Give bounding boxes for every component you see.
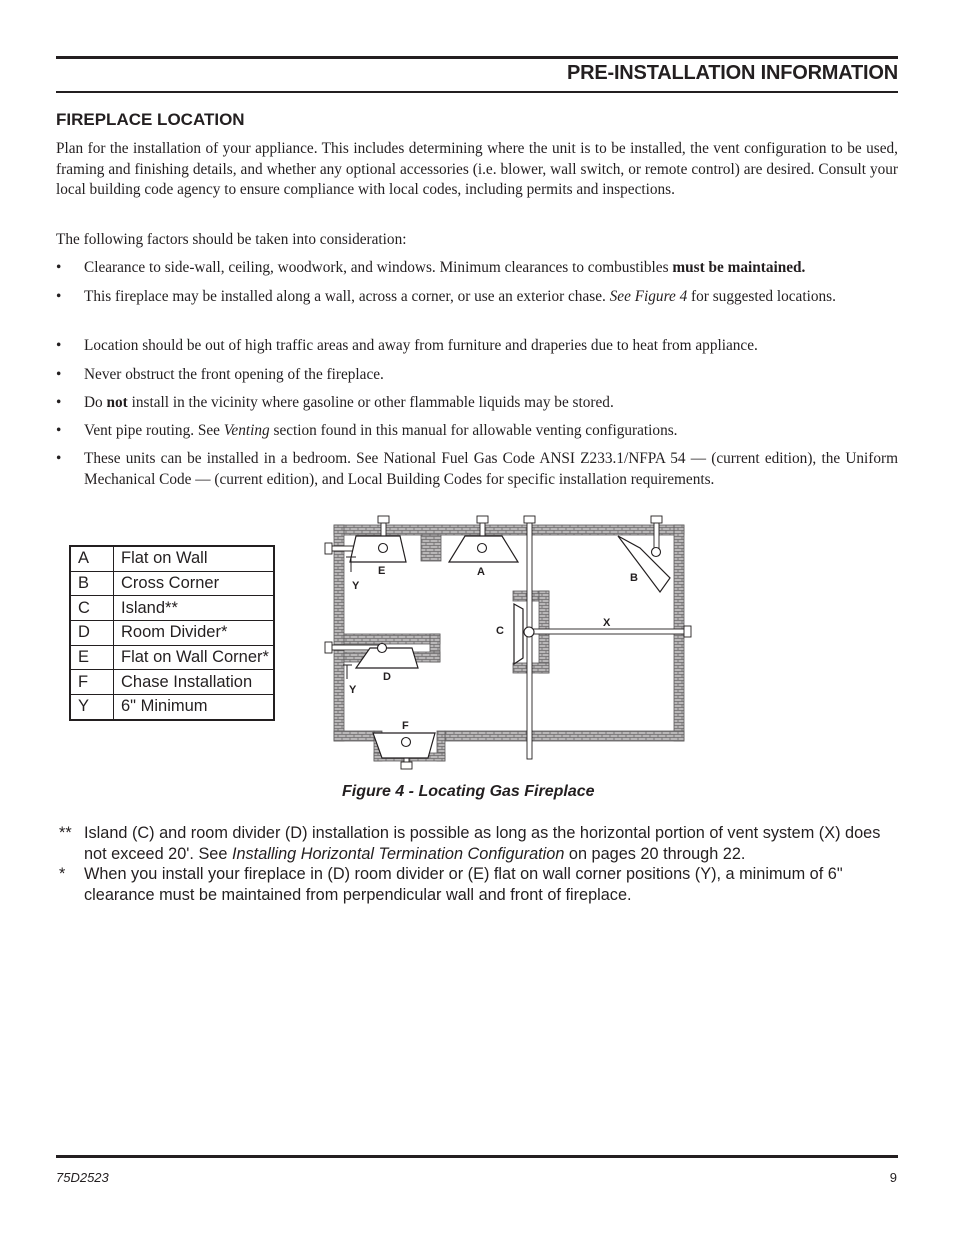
legend-row: F Chase Installation	[70, 670, 274, 695]
bullet-item: • Never obstruct the front opening of the fireplace.	[56, 365, 898, 386]
location-legend-table	[69, 545, 275, 721]
bullet-item: • These units can be installed in a bedroom. See National Fuel Gas Code ANSI Z233.1/NFPA 54 — (current edition), the Uniform Mechanical Code — (current edition), and Local Building Codes for specific installation requirements.	[56, 450, 898, 488]
legend-row: B Cross Corner	[70, 571, 274, 596]
legend-row: C Island**	[70, 596, 274, 621]
legend-row: Y 6" Minimum	[70, 695, 274, 720]
bullet-marker: •	[56, 288, 62, 305]
bullet-marker: •	[56, 337, 62, 354]
footnote-room-divider: * When you install your fireplace in (D) room divider or (E) flat on wall corner positions (Y), a minimum of 6" clearance must be maintained from perpendicular wall and front of fireplace.	[59, 865, 843, 904]
bullet-marker: •	[56, 394, 62, 411]
bullet-item: • Clearance to side-wall, ceiling, woodwork, and windows. Minimum clearances to combustibles must be maintained.	[56, 258, 898, 279]
intro-paragraph: Plan for the installation of your appliance. This includes determining where the unit is to be installed, the vent configuration to be used, framing and finishing details, and whether any optional accessories (i.e. blower, wall switch, or remote control) are desired. Consult your local building code agency to ensure compliance with local codes, including permits and inspections.	[56, 140, 898, 199]
bullet-marker: •	[56, 450, 62, 467]
footnote-marker: *	[59, 865, 66, 883]
legend-row: A Flat on Wall	[70, 546, 274, 571]
bullet-marker: •	[56, 422, 62, 439]
bullet-marker: •	[56, 259, 62, 276]
page-header-title: PRE-INSTALLATION INFORMATION	[566, 62, 898, 84]
header-bottom-rule	[56, 91, 898, 93]
fireplace-location-diagram	[320, 512, 700, 770]
factors-intro: The following factors should be taken into consideration:	[56, 231, 407, 248]
bullet-item: • Vent pipe routing. See Venting section found in this manual for allowable venting configurations.	[56, 421, 898, 442]
bullet-item: • This fireplace may be installed along a wall, across a corner, or use an exterior chase. See Figure 4 for suggested locations.	[56, 287, 898, 308]
legend-row: D Room Divider*	[70, 621, 274, 646]
document-number: 75D2523	[56, 1170, 109, 1185]
bullet-marker: •	[56, 366, 62, 383]
header-top-rule	[56, 56, 898, 59]
label-e: E	[378, 565, 386, 577]
bullet-item: • Do not install in the vicinity where gasoline or other flammable liquids may be stored.	[56, 393, 898, 414]
footnote-island: ** Island (C) and room divider (D) installation is possible as long as the horizontal portion of vent system (X) does not exceed 20'. See Installing Horizontal Termination Configuration on pages 20 through 22.	[59, 824, 881, 863]
page-number: 9	[889, 1170, 897, 1185]
label-a: A	[477, 566, 485, 578]
footnote-marker: **	[59, 824, 72, 842]
figure-caption: Figure 4 - Locating Gas Fireplace	[342, 783, 595, 800]
label-c: C	[496, 625, 504, 637]
footer-rule	[56, 1155, 898, 1158]
fireplace-units	[350, 536, 670, 758]
label-b: B	[630, 572, 638, 584]
label-x: X	[603, 617, 611, 629]
label-f: F	[402, 720, 409, 732]
label-d: D	[383, 671, 391, 683]
legend-row: E Flat on Wall Corner*	[70, 645, 274, 670]
section-heading: FIREPLACE LOCATION	[56, 110, 245, 129]
label-y-top: Y	[352, 580, 360, 592]
label-y-bottom: Y	[349, 684, 357, 696]
bullet-item: • Location should be out of high traffic areas and away from furniture and draperies due to heat from appliance.	[56, 336, 898, 357]
